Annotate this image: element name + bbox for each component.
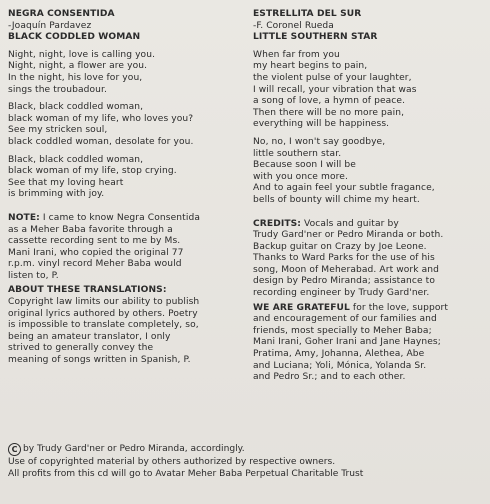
lyric-line: Because soon I will be bbox=[253, 160, 356, 171]
stanza bbox=[8, 155, 246, 201]
song-translated-title: BLACK CODDLED WOMAN bbox=[8, 32, 141, 43]
lyric-line: the violent pulse of your laughter, bbox=[253, 72, 412, 83]
credits-line: Thanks to Ward Parks for the use of his bbox=[253, 253, 435, 264]
credits-line: Trudy Gard'ner or Pedro Miranda or both. bbox=[253, 230, 444, 241]
grateful-line: WE ARE GRATEFUL for the love, support bbox=[253, 302, 448, 313]
song-title: ESTRELLITA DEL SUR bbox=[253, 9, 362, 19]
translations-heading: ABOUT THESE TRANSLATIONS: bbox=[8, 285, 167, 296]
lyric-line: black woman of my life, who loves you? bbox=[8, 113, 194, 124]
grateful-line: Pratima, Amy, Johanna, Alethea, Abe bbox=[253, 349, 425, 360]
grateful-line: and encouragement of our families and bbox=[253, 314, 437, 325]
note-line: NOTE: I came to know Negra Consentida bbox=[8, 212, 201, 223]
lyric-line: a song of love, a hymn of peace. bbox=[253, 96, 406, 107]
translations-line: meaning of songs written in Spanish, P. bbox=[8, 355, 191, 366]
song-translated-title: LITTLE SOUTHERN STAR bbox=[253, 32, 378, 43]
note-paragraph bbox=[8, 213, 246, 283]
footer-line: Use of copyrighted material by others authorized by respective owners. bbox=[8, 457, 336, 467]
note-line: Mani Irani, who copied the original 77 bbox=[8, 247, 184, 258]
translations-line: original lyrics authored by others. Poetry bbox=[8, 308, 198, 319]
lyric-line: is brimming with joy. bbox=[8, 189, 105, 200]
lyric-line: When far from you bbox=[253, 49, 340, 60]
note-line: as a Meher Baba favorite through a bbox=[8, 224, 173, 235]
lyric-line: Night, night, a flower are you. bbox=[8, 61, 148, 72]
lyric-line: Then there will be no more pain, bbox=[253, 107, 405, 118]
translations-line: Copyright law limits our ability to publish bbox=[8, 297, 200, 308]
note-line: cassette recording sent to me by Ms. bbox=[8, 236, 181, 247]
stanza bbox=[253, 137, 485, 207]
credits-line: design by Pedro Miranda; assistance to bbox=[253, 276, 435, 287]
song-author: -Joaquín Pardavez bbox=[8, 20, 92, 31]
lyric-line: everything will be happiness. bbox=[253, 119, 390, 130]
footer-line: All profits from this cd will go to Avatar Meher Baba Perpetual Charitable Trust bbox=[8, 469, 364, 479]
lyric-line: bells of bounty will chime my heart. bbox=[253, 194, 420, 205]
grateful-line: and Luciana; Yoli, Mónica, Yolanda Sr. bbox=[253, 360, 427, 371]
credits-line: Backup guitar on Crazy by Joe Leone. bbox=[253, 241, 427, 252]
right-column bbox=[253, 9, 485, 384]
lyric-line: black woman of my life, stop crying. bbox=[8, 166, 177, 177]
translations-line: strived to generally convey the bbox=[8, 343, 154, 354]
lyric-line: I will recall, your vibration that was bbox=[253, 84, 417, 95]
grateful-paragraph bbox=[253, 303, 485, 384]
lyric-line: my heart begins to pain, bbox=[253, 61, 368, 72]
left-column bbox=[8, 9, 246, 367]
lyric-line: No, no, I won't say goodbye, bbox=[253, 136, 386, 147]
credits-paragraph bbox=[253, 219, 485, 300]
grateful-line: and Pedro Sr.; and to each other. bbox=[253, 372, 406, 383]
lyric-line: little southern star. bbox=[253, 148, 342, 159]
credits-line: recording engineer by Trudy Gard'ner. bbox=[253, 288, 430, 299]
copyright-line bbox=[8, 443, 486, 456]
translations-line: is impossible to translate completely, so, bbox=[8, 320, 199, 331]
copyright-text: by Trudy Gard'ner or Pedro Miranda, accordingly. bbox=[23, 444, 245, 454]
stanza bbox=[253, 50, 485, 131]
credits-line: CREDITS: Vocals and guitar by bbox=[253, 218, 399, 229]
lyric-line: Black, black coddled woman, bbox=[8, 154, 144, 165]
lyric-line: Night, night, love is calling you. bbox=[8, 49, 156, 60]
song-author: -F. Coronel Rueda bbox=[253, 20, 334, 31]
note-line: listen to, P. bbox=[8, 270, 59, 281]
lyric-line: Black, black coddled woman, bbox=[8, 102, 144, 113]
footer bbox=[8, 443, 486, 480]
translations-line: being an amateur translator, I only bbox=[8, 331, 171, 342]
lyric-line: See my stricken soul, bbox=[8, 125, 108, 136]
lyric-line: with you once more. bbox=[253, 171, 348, 182]
note-line: r.p.m. vinyl record Meher Baba would bbox=[8, 259, 182, 270]
stanza bbox=[8, 102, 246, 148]
lyric-line: See that my loving heart bbox=[8, 177, 124, 188]
lyric-line: sings the troubadour. bbox=[8, 84, 108, 95]
lyric-line: black coddled woman, desolate for you. bbox=[8, 136, 194, 147]
credits-line: song, Moon of Meherabad. Art work and bbox=[253, 264, 440, 275]
lyric-line: In the night, his love for you, bbox=[8, 72, 143, 83]
grateful-line: friends, most specially to Meher Baba; bbox=[253, 325, 432, 336]
translations-paragraph bbox=[8, 297, 246, 367]
lyric-line: And to again feel your subtle fragance, bbox=[253, 183, 435, 194]
stanza bbox=[8, 50, 246, 96]
grateful-line: Mani Irani, Goher Irani and Jane Haynes; bbox=[253, 337, 441, 348]
song-title: NEGRA CONSENTIDA bbox=[8, 9, 115, 19]
copyright-icon: C bbox=[8, 443, 21, 456]
